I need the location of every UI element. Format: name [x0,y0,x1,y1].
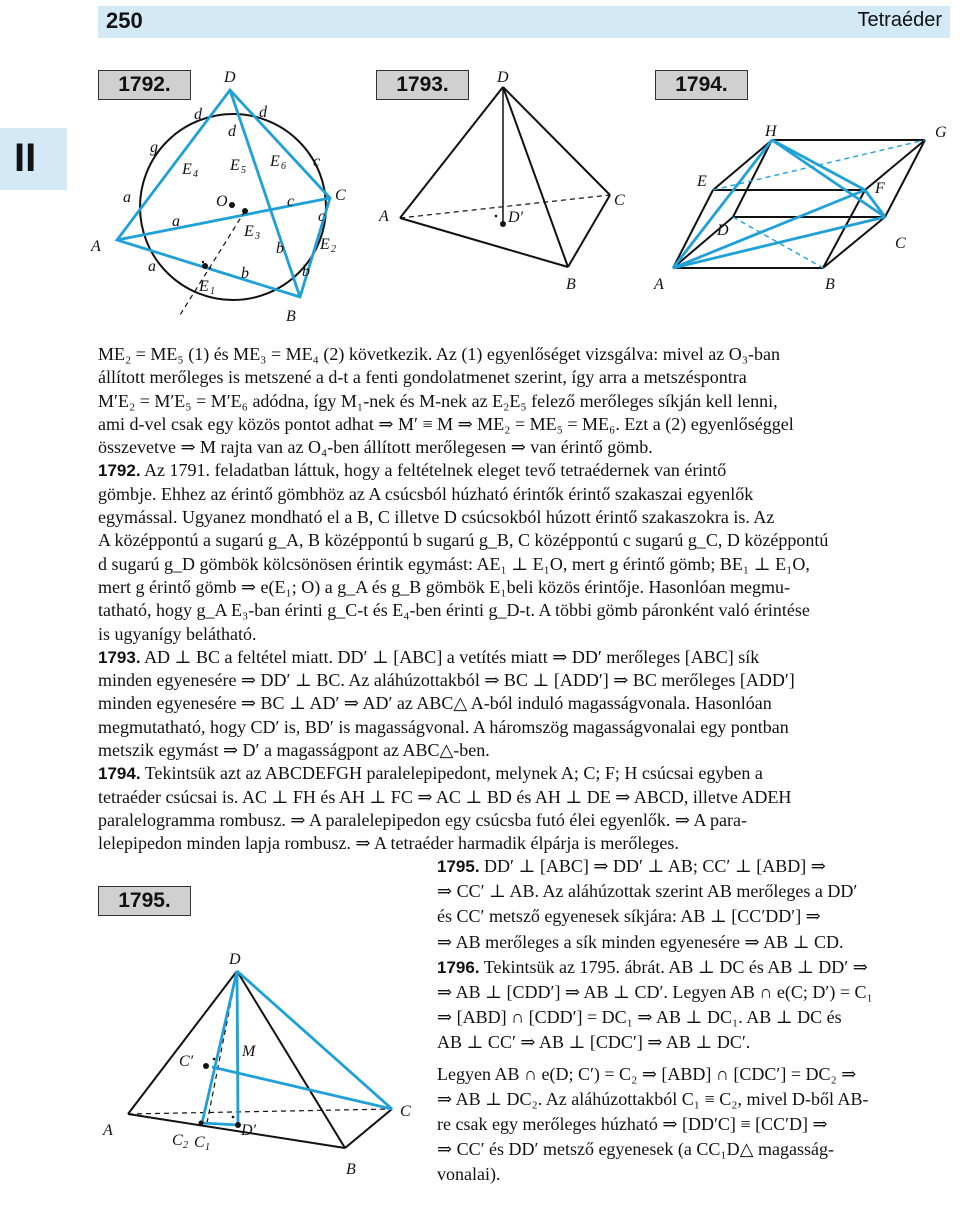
text-line: M′E₂ = M′E₅ = M′E₆ adódna, így M₁-nek és M-nek az E₂E₅ felező merőleges síkján kell lenni, [98,390,778,411]
text-line: ⇒ AB ⊥ [CDD′] ⇒ AB ⊥ CD′. Legyen AB ∩ e(C; D′) = C₁ [437,982,873,1003]
figure-1794-diagram [0,0,960,340]
solution-number: 1795. [437,857,480,876]
text-line: paralelogramma rombusz. ⇒ A paralelepipedon egy csúcsba futó élei egyenlők. ⇒ A para- [98,809,747,830]
figure-label-1794: 1794. [655,70,748,100]
text-line: d sugarú g_D gömbök kölcsönösen érintik egymást: AE₁ ⊥ E₁O, mert g érintő gömb; BE₁ ⊥ E₁O, [98,553,810,574]
solution-number: 1796. [437,957,480,977]
right-column-text [437,854,950,1188]
point-B-label: B [825,276,835,293]
point-C-label: C [614,192,625,209]
segment-label-d: d [228,123,236,140]
solution-1792 [98,459,950,482]
segment-label-a: a [172,213,180,230]
point-E2-sub: 2 [331,244,336,255]
text-line: Legyen AB ∩ e(D; C′) = C₂ ⇒ [ABD] ∩ [CDC′] = DC₂ ⇒ [437,1063,857,1084]
main-text [98,343,950,856]
solution-1795 [437,854,950,879]
point-E6-label: E [270,153,280,170]
point-G-label: G [935,124,947,141]
segment-label-c: c [287,193,295,210]
text-line: mert g érintő gömb ⇒ e(E₁; O) a g_A és g_B gömbök E₁beli közös érintője. Hasonlóan megmu- [98,576,790,597]
text-line: és CC′ metsző egyenesek síkjára: AB ⊥ [CC′DD′] ⇒ [437,906,821,927]
text-line: minden egyenesére ⇒ DD′ ⊥ BC. Az aláhúzottakból ⇒ BC ⊥ [ADD′] ⇒ BC merőleges [ADD′] [98,670,795,691]
text-line: Tekintsük az 1795. ábrát. AB ⊥ DC és AB ⊥ DD′ ⇒ [483,956,868,977]
text-line: metszik egymást ⇒ D′ a magasságpont az ABC△-ben. [98,740,490,761]
text-line: ME₂ = ME₅ (1) és ME₃ = ME₄ (2) következik. Az (1) egyenlőséget vizsgálva: mivel az O₃-ban [98,344,780,364]
text-line: tetraéder csúcsai is. AC ⊥ FH és AH ⊥ FC ⇒ AC ⊥ BD és AH ⊥ DE ⇒ ABCD, illetve ADEH [98,786,792,807]
text-line: re csak egy merőleges húzható ⇒ [DD′C] ≡ [CC′D] ⇒ [437,1114,828,1135]
point-A-label: A [103,1122,113,1139]
figure-label-1795: 1795. [98,886,191,916]
segment-label-a: a [123,189,131,206]
text-line: összevetve ⇒ M rajta van az O₄-ben állított merőlegesen ⇒ van érintő gömb. [98,437,653,458]
text-line: megmutatható, hogy CD′ is, BD′ is magasságvonal. A háromszög magasságvonalai egy pontban [98,716,789,737]
point-D-label: D [224,69,236,86]
segment-label-d: d [259,104,267,121]
point-D-label: D [229,951,241,968]
text-line: A középpontú a sugarú g_A, B középpontú b sugarú g_B, C középpontú c sugarú g_C, D középpontú [98,530,829,551]
point-C-label: C [335,187,346,204]
segment-label-b: b [241,265,249,282]
figure-1795-diagram [0,870,420,1221]
figure-label-1792: 1792. [98,70,191,100]
point-D-label: D [717,222,729,239]
text-line: gömbje. Ehhez az érintő gömbhöz az A csúcsból húzható érintők érintő szakaszai egyenlők [98,483,754,504]
point-Dprime-label: D′ [508,209,524,226]
figure-label-1793: 1793. [376,70,469,100]
point-E3-sub: 3 [255,231,260,242]
point-C2-sub: 2 [183,1140,188,1151]
point-H-label: H [765,123,777,140]
text-line: ami d-vel csak egy közös pontot adhat ⇒ M′ ≡ M ⇒ ME₂ = ME₅ = ME₆. Ezt a (2) egyenlőséggel [98,413,794,434]
point-D-label: D [497,69,509,86]
point-A-label: A [379,208,389,225]
point-Cprime-label: C′ [179,1053,194,1070]
solution-number: 1792. [98,461,141,481]
segment-label-b: b [302,263,310,280]
text-line: Tekintsük azt az ABCDEFGH paralelepipedont, melynek A; C; F; H csúcsai egyben a [144,763,763,784]
text-line: ⇒ CC′ ⊥ AB. Az aláhúzottak szerint AB merőleges a DD′ [437,881,858,902]
text-line: ⇒ [ABD] ∩ [CDD′] = DC₁ ⇒ AB ⊥ DC₁. AB ⊥ DC és [437,1007,842,1028]
point-E1-sub: 1 [210,286,215,297]
point-Dprime-label: D′ [241,1122,257,1139]
point-M-label: M [242,1043,256,1060]
text-line: AD ⊥ BC a feltétel miatt. DD′ ⊥ [ABC] a vetítés miatt ⇒ DD′ merőleges [ABC] sík [144,646,760,667]
solution-number: 1793. [98,647,141,667]
solution-1793 [98,646,950,669]
point-C2-label: C [172,1132,183,1149]
point-C-label: C [400,1103,411,1120]
solution-number: 1794. [98,764,141,784]
point-E5-sub: 5 [241,165,246,176]
text-line: DD′ ⊥ [ABC] ⇒ DD′ ⊥ AB; CC′ ⊥ [ABD] ⇒ [484,856,826,876]
point-B-label: B [346,1161,356,1178]
segment-label-g: g [150,139,158,156]
text-line: állított merőleges is metszené a d-t a fenti gondolatmenet szerint, így arra a metszéspontra [98,367,747,388]
text-line: ⇒ CC′ és DD′ metsző egyenesek (a CC₁D△ magasság- [437,1139,834,1160]
point-O-label: O [216,193,228,210]
solution-1794 [98,762,950,785]
page-number: 250 [106,8,143,33]
point-E4-sub: 4 [193,169,198,180]
text-line: vonalai). [437,1164,501,1185]
point-E-label: E [697,173,707,190]
segment-label-b: b [276,240,284,257]
segment-label-c: c [313,153,321,170]
point-E3-label: E [244,223,254,240]
text-line: lelepipedon minden lapja rombusz. ⇒ A tetraéder harmadik élpárja is merőleges. [98,833,679,854]
text-line: minden egyenesére ⇒ BC ⊥ AD′ ⇒ AD′ az ABC△ A-ból induló magasságvonala. Hasonlóan [98,693,772,714]
text-line: tatható, hogy g_A E₃-ban érinti g_C-t és E₄-ben érinti g_D-t. A többi gömb páronként való érintése [98,600,810,621]
point-A-label: A [654,276,664,293]
point-E2-label: E [320,236,330,253]
segment-label-a: a [148,258,156,275]
point-B-label: B [286,308,296,325]
point-F-label: F [875,180,885,197]
text-line: ⇒ AB merőleges a sík minden egyenesére ⇒ AB ⊥ CD. [437,931,844,952]
point-E6-sub: 6 [281,161,286,172]
section-tab-label: II [14,136,37,180]
segment-label-c: c [318,208,326,225]
point-E4-label: E [182,161,192,178]
text-line: Az 1791. feladatban láttuk, hogy a feltételnek eleget tevő tetraédernek van érintő [144,460,727,481]
text-line: is ugyanígy belátható. [98,623,257,644]
solution-1796 [437,955,950,980]
text-line: egymással. Ugyanez mondható el a B, C illetve D csúcsokból húzott érintő szakaszokra is. Az [98,507,775,528]
text-line: AB ⊥ CC′ ⇒ AB ⊥ [CDC′] ⇒ AB ⊥ DC′. [437,1032,751,1053]
point-A-label: A [91,238,101,255]
chapter-title: Tetraéder [857,9,942,31]
point-C1-label: C [194,1134,205,1151]
point-C-label: C [895,235,906,252]
point-E1-label: E [199,278,209,295]
point-E5-label: E [230,157,240,174]
text-line: ⇒ AB ⊥ DC₂. Az aláhúzottakból C₁ ≡ C₂, mivel D-ből AB- [437,1088,869,1109]
point-C1-sub: 1 [205,1142,210,1153]
segment-label-d: d [194,106,202,123]
point-B-label: B [566,276,576,293]
